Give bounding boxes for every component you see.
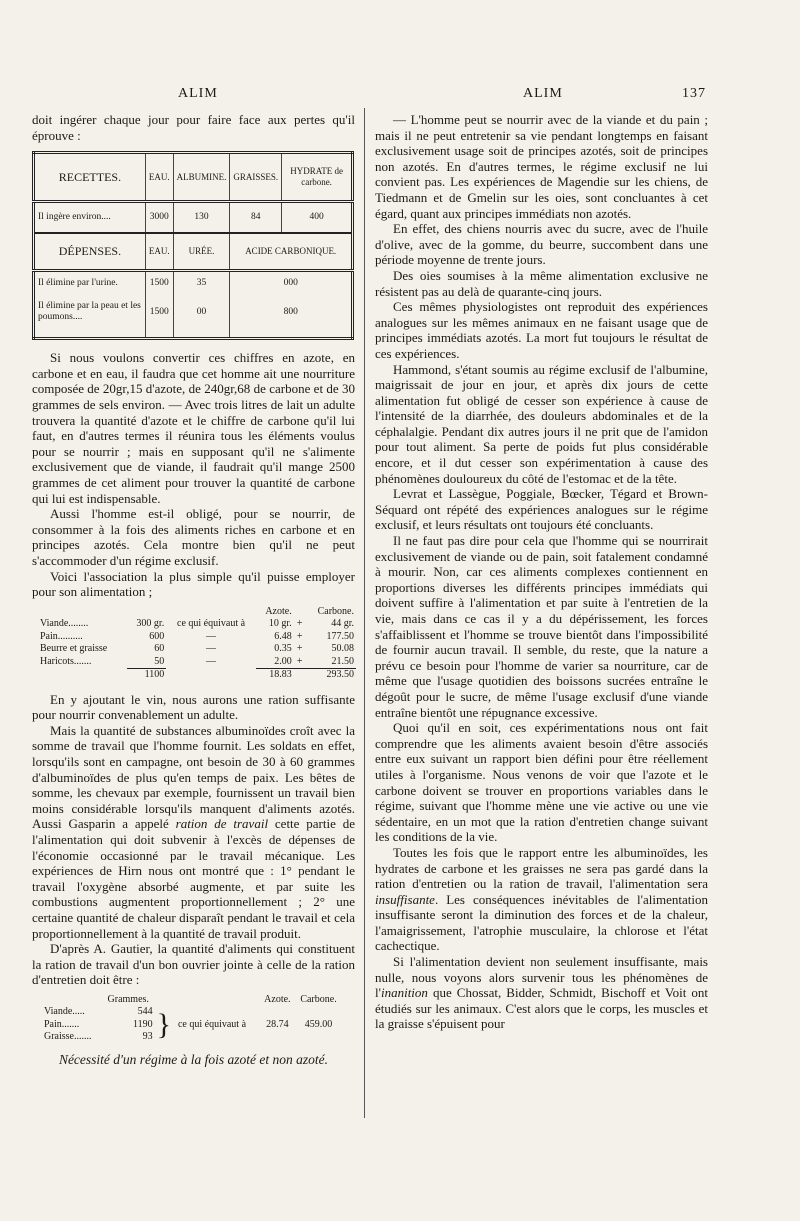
col-header: URÉE. — [173, 233, 230, 271]
carbone-header: Carbone. — [317, 605, 354, 617]
paragraph: Si nous voulons convertir ces chiffres en azote, en carbone et en eau, il faudra que cet homme ait une nourriture composée de 20gr,15 d'azote, de 240gr,68 de carbone et de 30 grammes de sels environ. — Avec trois litres de lait un adulte trouvera la quantité d'azote et le chiffre de carbone qu'il lui faut, en d'autres termes il réunira tous les éléments voulus pour se nourrir ; mais en supposant qu'il ne s'alimente exclusivement que de viande, il faudrait qu'il mange 2500 grammes de cet aliment pour trouver la quantité de carbone qui lui est indispensable. — [32, 350, 355, 506]
total-qty: 1100 — [144, 669, 165, 681]
equivalence: — — [206, 630, 217, 642]
total-azote: 18.83 — [269, 669, 292, 681]
text-run: que Chossat, Bidder, Schmidt, Bischoff et Voit ont étudiés sur les animaux. C'est alors que le corps, les muscles et la graisse s'épuisent pour — [375, 985, 708, 1032]
azote-value: 28.74 — [266, 1018, 289, 1030]
paragraph: Hammond, s'étant soumis au régime exclusif de l'albumine, maigrissait de jour en jour, et après dix jours de cette alimentation fut obligé de cesser son expérience à cause de l'intensité de la diarrhée, des douleurs abdominales et de la céphalalgie. Pendant dix autres jours il ne prit que de l'amidon pour tout aliment. Sa perte de poids fut plus considérable encore, et il dut cesser son expérimentation à cause des phénomènes douloureux du côté de l'estomac et de la tête. — [375, 361, 708, 486]
food-qty: 1190 — [132, 1018, 153, 1030]
food-qty: 60 — [154, 643, 165, 655]
equivalence: — — [206, 655, 217, 667]
table-cell: 800 — [230, 295, 353, 339]
grammes-header: Grammes. — [107, 993, 149, 1005]
col-header: EAU. — [145, 153, 173, 202]
row-label: Il ingère environ.... — [34, 202, 146, 234]
paragraph: Levrat et Lassègue, Poggiale, Bœcker, Tégard et Brown-Séquard ont répété des expériences analogues sur le régime exclusif, et leurs résultats ont toujours été concluants. — [375, 486, 708, 533]
azote-header: Azote. — [265, 605, 292, 617]
equivalence: ce qui équivaut à — [177, 1018, 247, 1030]
total-carbone: 293.50 — [326, 669, 354, 681]
table-cell: 3000 — [145, 202, 173, 234]
paragraph — [32, 723, 355, 941]
paragraph: — L'homme peut se nourrir avec de la viande et du pain ; mais il ne peut entretenir sa vie pendant longtemps en faisant exclusivement usage soit de principes azotés, soit de principes non azotés. En d'autres termes, le régime exclusif ne lui convient pas. Les expériences de Magendie sur les chiens, de Tiedmann et de Gmelin sur les oies, sont concluantes à cet égard, quant aux principes immédiats non azotés. — [375, 112, 708, 221]
paragraph — [375, 845, 708, 954]
right-column — [375, 112, 708, 1032]
text-run: cette partie de l'alimentation qui doit subvenir à l'excès de dépenses de l'économie occasionné par le travail mécanique. Les expériences de Hirn nous ont montré que : 1° pendant le travail l'oxygène absorbé augmente, et par suite les combustions augmentent proportionnellement ; 2° une certaine quantité de chaleur disparaît pendant le travail et cela proportionnellement à la quantité de travail produit. — [32, 816, 356, 941]
paragraph — [375, 954, 708, 1032]
table-cell: 84 — [230, 202, 282, 234]
plus-sign: + — [294, 656, 306, 669]
col-header: ALBUMINE. — [173, 153, 230, 202]
azote-value: 2.00 — [256, 656, 294, 669]
row-label: Il élimine par l'urine. — [38, 278, 118, 289]
azote-value: 0.35 — [274, 643, 292, 655]
carbone-value: 459.00 — [304, 1018, 333, 1030]
column-divider — [364, 108, 365, 1118]
carbone-value: 177.50 — [326, 630, 354, 642]
paragraph: D'après A. Gautier, la quantité d'aliments qui constituent la ration de travail d'un bon ouvrier jointe à celle de la ration d'entretien doit être : — [32, 941, 355, 988]
ration-table — [38, 606, 356, 682]
food-name: Graisse....... — [44, 1031, 92, 1043]
carbone-value: 21.50 — [306, 656, 356, 669]
paragraph: Ces mêmes physiologistes ont reproduit des expériences analogues sur les mêmes animaux en ne faisant usage que de principes immédiats azotés. La mort fut toujours le résultat de ces expériences. — [375, 299, 708, 361]
table-cell: 400 — [282, 202, 353, 234]
row-label: Il élimine par la peau et les poumons.... — [38, 301, 141, 323]
paragraph: Aussi l'homme est-il obligé, pour se nourrir, de consommer à la fois des aliments riches en carbone et en principes azotés. Cela montre bien qu'il ne peut s'accommoder d'un régime exclusif. — [32, 506, 355, 568]
col-header: GRAISSES. — [230, 153, 282, 202]
italic-term: inanition — [380, 985, 428, 1001]
running-head-center: ALIM — [523, 86, 563, 101]
azote-value: 6.48 — [274, 630, 292, 642]
text-run: Toutes les fois que le rapport entre les albuminoïdes, les hydrates de carbone et les graisses ne sera pas gardé dans la ration d'entretien ou la ration de travail, l'alimentation sera — [375, 844, 708, 892]
text-run: Mais la quantité de substances albuminoïdes croît avec la somme de travail que l'homme fournit. Les soldats en effet, lorsqu'ils sont en campagne, ont besoin de 30 à 60 grammes d'albuminoïdes de plus qu'en temps de paix. Les bêtes de somme, les chevaux par exemple, fournissent un travail bien moins considérable lorsqu'ils manquent d'aliments azotés. Aussi Gasparin a appelé — [32, 722, 355, 832]
food-name: Viande..... — [44, 1006, 85, 1018]
carbone-value: 50.08 — [331, 643, 354, 655]
depenses-header: DÉPENSES. — [34, 233, 146, 271]
running-head-left: ALIM — [178, 86, 218, 101]
page-number: 137 — [682, 86, 706, 101]
paragraph: Des oies soumises à la même alimentation exclusive ne résistent pas au delà de quarante-cinq jours. — [375, 267, 708, 299]
table-cell: 00 — [173, 295, 230, 339]
plus-sign: + — [296, 630, 303, 642]
left-column — [32, 112, 355, 1068]
food-name: Haricots....... — [40, 655, 92, 667]
equivalence: — — [206, 643, 217, 655]
col-header: HYDRATE de carbone. — [282, 153, 353, 202]
brace-symbol: } — [156, 1008, 171, 1042]
food-qty: 544 — [137, 1006, 153, 1018]
food-qty: 50 — [127, 656, 167, 669]
plus-sign: + — [296, 643, 303, 655]
food-qty: 93 — [142, 1031, 153, 1043]
food-name: Pain.......... — [40, 630, 83, 642]
paragraph: Quoi qu'il en soit, ces expérimentations nous ont fait comprendre que les aliments avaient besoin d'être associés entre eux suivant un rapport bien défini pour être réellement utiles à l'organisme. Nous venons de voir que l'azote et le carbone doivent se trouver en proportions variables dans le régime, suivant que l'homme mène une vie active ou une vie sédentaire, en un mot que la ration d'entretien change suivant les conditions de la vie. — [375, 720, 708, 845]
table-cell: 1500 — [145, 271, 173, 296]
text-run: Si l'alimentation devient non seulement insuffisante, mais nulle, nous voyons alors survenir tous les phénomènes de l' — [375, 954, 708, 1001]
gautier-ration-table — [42, 994, 342, 1044]
food-name: Viande........ — [40, 618, 89, 630]
table-cell: 1500 — [145, 295, 173, 339]
plus-sign: + — [296, 618, 303, 630]
azote-value: 10 gr. — [268, 618, 292, 630]
recettes-depenses-table — [32, 151, 354, 340]
paragraph: En effet, des chiens nourris avec du sucre, avec de l'huile d'olive, avec de la gomme, du beurre, succombent dans une période moyenne de trente jours. — [375, 221, 708, 268]
paragraph: En y ajoutant le vin, nous aurons une ration suffisante pour nourrir convenablement un adulte. — [32, 691, 355, 723]
col-header: ACIDE CARBONIQUE. — [230, 233, 353, 271]
table-cell: 000 — [230, 271, 353, 296]
food-qty: 300 gr. — [136, 618, 165, 630]
carbone-header: Carbone. — [300, 993, 337, 1005]
table-cell: 35 — [173, 271, 230, 296]
italic-term: ration de travail — [175, 816, 269, 832]
section-title: Nécessité d'un régime à la fois azoté et non azoté. — [58, 1051, 329, 1067]
text-run: . Les conséquences inévitables de l'alimentation insuffisante seront la diminution des forces et de la chaleur, l'amaigrissement, l'atrophie musculaire, la chlorose et l'état cachectique. — [375, 891, 708, 954]
food-name: Pain....... — [44, 1018, 80, 1030]
paragraph: Voici l'association la plus simple qu'il puisse employer pour son alimentation ; — [32, 568, 355, 600]
carbone-value: 44 gr. — [331, 618, 354, 630]
recettes-header: RECETTES. — [34, 153, 146, 202]
food-qty: 600 — [149, 630, 165, 642]
paragraph: doit ingérer chaque jour pour faire face aux pertes qu'il éprouve : — [32, 112, 355, 143]
food-name: Beurre et graisse — [40, 643, 108, 655]
table-cell: 130 — [173, 202, 230, 234]
equivalence: ce qui équivaut à — [177, 618, 246, 630]
azote-header: Azote. — [264, 993, 291, 1005]
col-header: EAU. — [145, 233, 173, 271]
italic-term: insuffisante — [375, 891, 435, 907]
paragraph: Il ne faut pas dire pour cela que l'homme qui se nourrirait exclusivement de viande ou de pain, soit fatalement condamné à mourir. Non, car ces aliments complexes contiennent en proportions diverses les différents principes immédiats qui doivent suffire à l'alimentation et par suite à l'entretien de la vie, mais dans ce cas il y a du dépérissement, les forces s'affaiblissent et l'homme se trouve bientôt dans l'impossibilité de fournir aucun travail. Il semble, du reste, que la nature a prévu ce besoin pour l'homme de varier sa nourriture, car de même que l'usage quotidien des boissons sucrées entraîne le dégoût pour le sucre, de même l'usage exclusif d'une viande entraîne bientôt une répugnance excessive. — [375, 533, 708, 720]
